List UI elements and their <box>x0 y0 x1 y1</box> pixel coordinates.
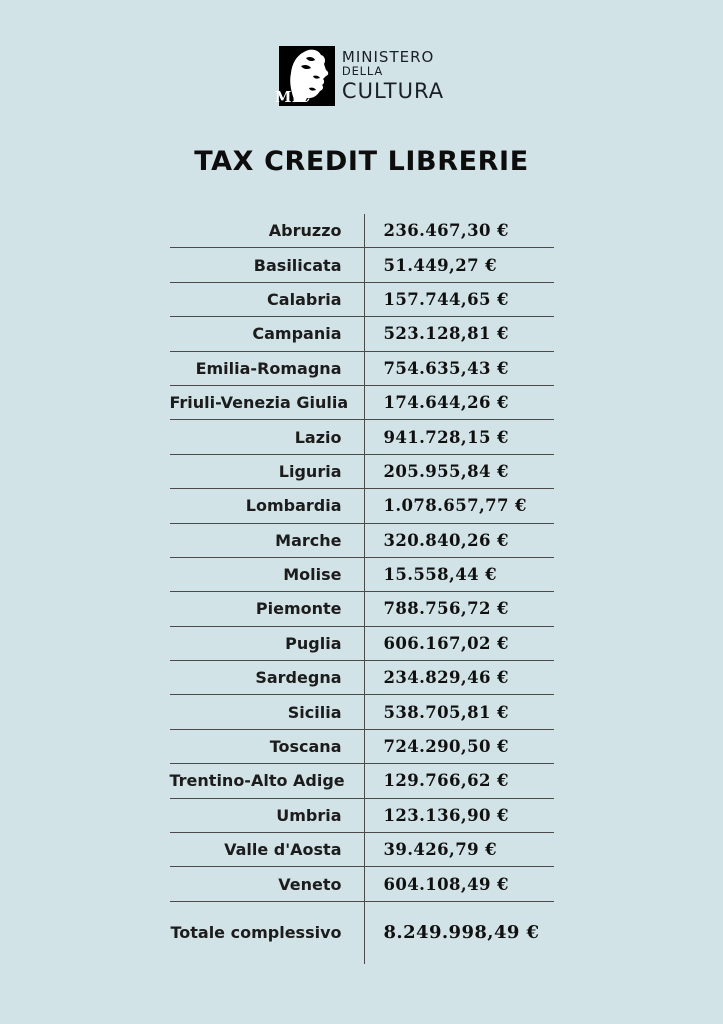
table-row <box>170 455 554 489</box>
table-row <box>170 524 554 558</box>
total-amount: 8.249.998,49 € <box>383 922 540 944</box>
table-row <box>170 489 554 523</box>
mic-logo-mark <box>274 46 335 106</box>
ministry-name <box>342 49 444 103</box>
table-row <box>170 558 554 592</box>
table-row <box>170 833 554 867</box>
region-name: Friuli-Venezia Giulia <box>169 393 349 413</box>
region-name: Trentino-Alto Adige <box>169 771 345 791</box>
region-name: Basilicata <box>253 255 342 275</box>
table-row <box>170 386 554 420</box>
region-amount: 236.467,30 € <box>383 221 509 241</box>
table-row <box>170 627 554 661</box>
region-amount: 941.728,15 € <box>383 427 509 447</box>
regions-table <box>170 214 554 964</box>
rows-container <box>170 214 554 902</box>
region-name: Liguria <box>278 461 342 481</box>
region-name: Toscana <box>269 737 342 757</box>
ministry-line-ministero: MINISTERO <box>341 47 435 66</box>
table-row <box>170 283 554 317</box>
table-row <box>170 214 554 248</box>
column-divider <box>364 214 365 964</box>
region-name: Veneto <box>278 874 342 894</box>
region-amount: 15.558,44 € <box>383 565 497 585</box>
region-amount: 157.744,65 € <box>383 289 509 309</box>
region-amount: 724.290,50 € <box>383 737 509 757</box>
ministry-line-della: DELLA <box>341 64 383 79</box>
region-amount: 205.955,84 € <box>383 461 509 481</box>
region-amount: 174.644,26 € <box>383 393 509 413</box>
table-row <box>170 420 554 454</box>
region-name: Calabria <box>267 289 342 309</box>
table-row <box>170 317 554 351</box>
region-name: Lazio <box>294 427 342 447</box>
page-title: TAX CREDIT LIBRERIE <box>194 146 529 177</box>
region-amount: 320.840,26 € <box>383 530 509 550</box>
table-row <box>170 799 554 833</box>
region-name: Sicilia <box>287 702 342 722</box>
region-amount: 606.167,02 € <box>383 633 509 653</box>
region-name: Sardegna <box>255 668 342 688</box>
region-amount: 51.449,27 € <box>383 255 497 275</box>
region-name: Piemonte <box>255 599 342 619</box>
region-name: Molise <box>283 565 342 585</box>
region-name: Emilia-Romagna <box>195 358 342 378</box>
region-amount: 538.705,81 € <box>383 702 509 722</box>
total-row <box>170 902 554 964</box>
region-name: Lombardia <box>245 496 342 516</box>
region-amount: 523.128,81 € <box>383 324 509 344</box>
region-amount: 1.078.657,77 € <box>383 496 527 516</box>
region-name: Marche <box>275 530 342 550</box>
region-amount: 123.136,90 € <box>383 805 509 825</box>
table-row <box>170 730 554 764</box>
total-label: Totale complessivo <box>170 923 342 943</box>
table-row <box>170 352 554 386</box>
region-amount: 129.766,62 € <box>383 771 509 791</box>
region-name: Abruzzo <box>268 221 342 241</box>
region-name: Umbria <box>276 805 342 825</box>
table-row <box>170 661 554 695</box>
region-amount: 788.756,72 € <box>383 599 509 619</box>
table-row <box>170 695 554 729</box>
table-row <box>170 764 554 798</box>
region-name: Valle d'Aosta <box>224 840 342 860</box>
region-amount: 604.108,49 € <box>383 874 509 894</box>
table-row <box>170 867 554 901</box>
ministry-logo <box>0 0 723 106</box>
table-row <box>170 248 554 282</box>
region-amount: 754.635,43 € <box>383 358 509 378</box>
mic-wordmark: MiC <box>274 88 311 106</box>
region-amount: 234.829,46 € <box>383 668 509 688</box>
region-name: Campania <box>252 324 342 344</box>
ministry-line-cultura: CULTURA <box>341 79 445 104</box>
region-name: Puglia <box>285 633 342 653</box>
table-row <box>170 592 554 626</box>
region-amount: 39.426,79 € <box>383 840 497 860</box>
